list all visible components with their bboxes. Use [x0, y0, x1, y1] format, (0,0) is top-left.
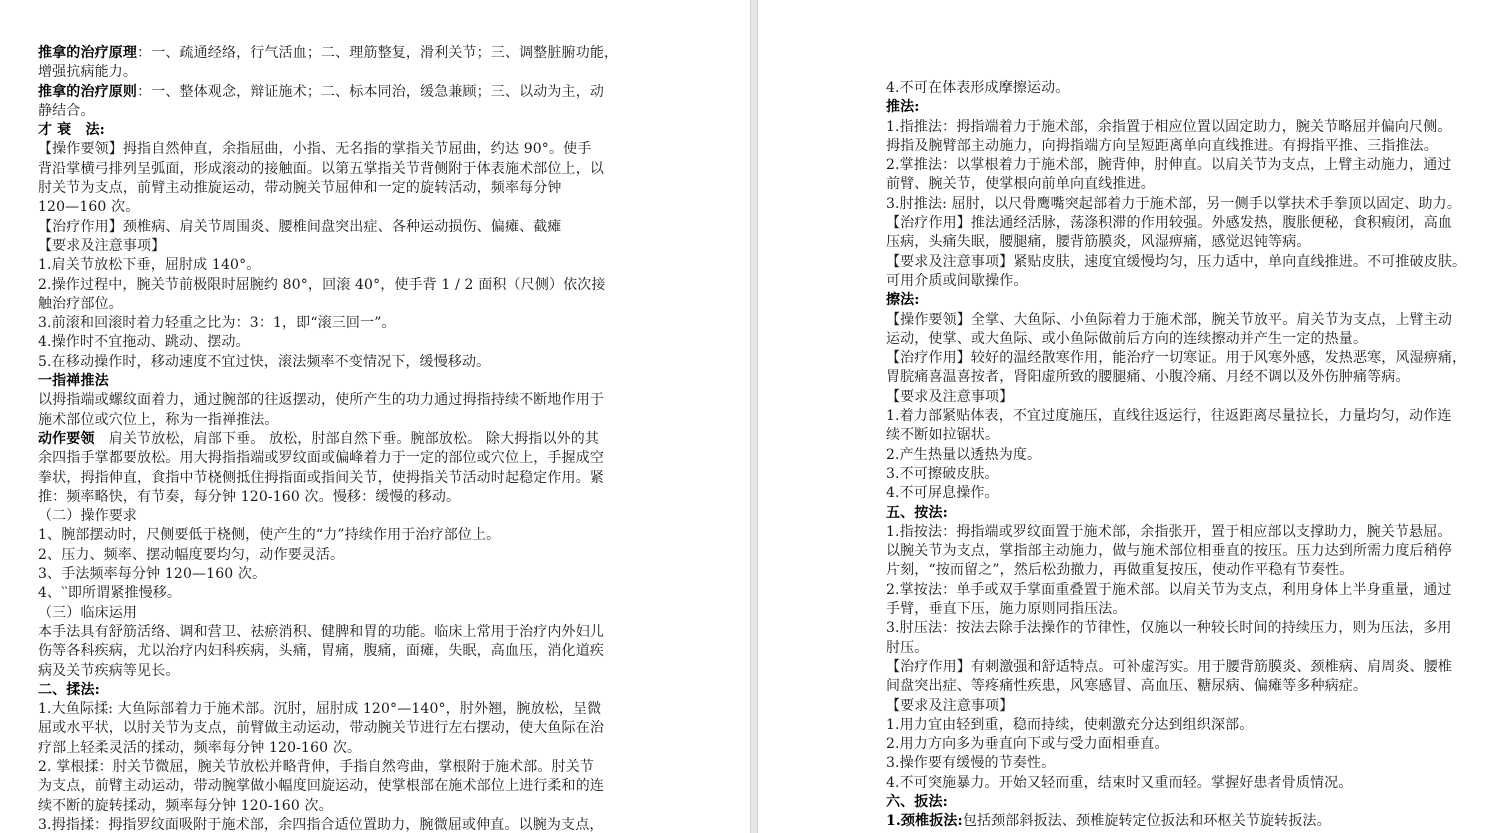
text-line [38, 526, 730, 545]
text-line [886, 581, 1484, 600]
line-text: 包括颈部斜扳法、颈椎旋转定位扳法和环枢关节旋转扳法。 [962, 813, 1331, 830]
line-text: 余四指手掌都要放松。用大拇指指端或罗纹面或偏峰着力于一定的部位或穴位上，手握成空 [38, 450, 604, 467]
line-text: 1、腕部摆动时，尺侧要低于桡侧，使产生的“力”持续作用于治疗部位上。 [38, 527, 501, 544]
text-line [886, 504, 1484, 523]
line-text: 伤等各科疾病，尤以治疗内妇科疾病，头痛，胃痛，腹痛，面瘫，失眠，高血压，消化道疾 [38, 643, 604, 660]
line-text: 4.不可在体表形成摩擦运动。 [886, 80, 1070, 96]
text-line [886, 118, 1484, 137]
line-text: 屈或水平状，以肘关节为支点，前臂做主动运动，带动腕关节进行左右摆动，使大鱼际在治 [38, 720, 604, 737]
line-text: 【治疗作用】推法通经活脉，荡涤积滞的作用较强。外感发热，腹胀便秘，食积瘕闭，高血 [886, 215, 1452, 232]
page-right [758, 0, 1504, 833]
bold-heading: 动作要领 [38, 430, 95, 447]
text-line [38, 507, 730, 526]
text-line [886, 716, 1484, 735]
text-line [38, 179, 730, 198]
text-line [38, 546, 730, 565]
line-text: 3.拇指揉：拇指罗纹面吸附于施术部，余四指合适位置助力，腕微屈或伸直。以腕为支点， [38, 816, 604, 833]
line-text: 3.肘推法: 屈肘，以尺骨鹰嘴突起部着力于施术部，另一侧手以掌扶术手拳顶以固定、助力。 [886, 195, 1461, 212]
text-line [38, 584, 730, 603]
line-text: （二）操作要求 [38, 508, 138, 525]
text-line [38, 739, 730, 758]
line-text: 手臂，垂直下压，施力原则同指压法。 [886, 601, 1127, 618]
bold-heading: 二、揉法: [38, 681, 100, 698]
text-line [886, 484, 1484, 503]
line-text: 触治疗部位。 [38, 295, 123, 312]
line-text: 1.用力宜由轻到重，稳而持续，使刺激充分达到组织深部。 [886, 716, 1254, 733]
text-line [38, 604, 730, 623]
bold-heading: 五、按法: [886, 504, 948, 521]
text-line [886, 311, 1484, 330]
line-text: 2.掌推法：以掌根着力于施术部，腕背伸，肘伸直。以肩关节为支点，上臂主动施力，通过 [886, 157, 1452, 174]
line-text: 【操作要领】全掌、大鱼际、小鱼际着力于施术部，腕关节放平。肩关节为支点，上臂主动 [886, 311, 1452, 328]
text-line [38, 642, 730, 661]
line-text: 5.在移动操作时，移动速度不宜过快，滚法频率不变情况下，缓慢移动。 [38, 353, 491, 370]
text-line [886, 658, 1484, 677]
line-text: 2.产生热量以透热为度。 [886, 446, 1042, 463]
line-text: 120—160 次。 [38, 199, 140, 216]
line-text: 运动，使掌、或大鱼际、或小鱼际做前后方向的连续擦动并产生一定的热量。 [886, 330, 1368, 347]
line-text: 4、‵‵即所谓紧推慢移。 [38, 585, 182, 602]
text-line [886, 735, 1484, 754]
text-line [886, 542, 1484, 561]
text-line [38, 777, 730, 796]
line-text: 2.操作过程中，腕关节前极限时屈腕约 80°，回滚 40°，使手背 1 / 2 面积（尺侧）依次接 [38, 276, 606, 293]
line-text: 片刻，“按而留之”，然后松劲撤力，再做重复按压，使动作平稳有节奏性。 [886, 562, 1354, 579]
bold-heading: 1.颈椎扳法: [886, 813, 963, 830]
line-text: 静结合。 [38, 102, 95, 119]
line-text: 4.操作时不宜拖动、跳动、摆动。 [38, 334, 250, 351]
text-line [38, 140, 730, 159]
text-line [38, 719, 730, 738]
text-line [886, 793, 1484, 812]
line-text: 续不断如拉锯状。 [886, 427, 1000, 444]
line-text: 1.着力部紧贴体表，不宜过度施压，直线往返运行，往返距离尽量拉长，力量均匀，动作连 [886, 408, 1452, 425]
line-text: 推：频率略快，有节奏，每分钟 120-160 次。慢移：缓慢的移动。 [38, 488, 461, 505]
line-text: 3.肘压法：按法去除手法操作的节律性，仅施以一种较长时间的持续压力，则为压法，多用 [886, 620, 1452, 637]
text-line [886, 195, 1484, 214]
text-line [38, 430, 730, 449]
line-text: 施术部位或穴位上，称为一指禅推法。 [38, 411, 279, 428]
text-line [886, 214, 1484, 233]
text-line [38, 295, 730, 314]
line-text: 2. 掌根揉：肘关节微屈，腕关节放松并略背伸，手指自然弯曲，掌根附于施术部。肘关节 [38, 758, 594, 775]
line-text: ：一、整体观念，辩证施术；二、标本同治，缓急兼顾；三、以动为主，动 [137, 83, 605, 100]
text-line [38, 63, 730, 82]
text-line [886, 754, 1484, 773]
bold-heading: 推拿的治疗原理 [38, 45, 138, 61]
line-text: 续不断的旋转揉动，频率每分钟 120-160 次。 [38, 797, 333, 814]
text-line [886, 407, 1484, 426]
text-line [886, 291, 1484, 310]
text-line [886, 465, 1484, 484]
text-line [886, 368, 1484, 387]
bold-heading: 推法: [886, 99, 920, 116]
line-text: 1.指推法：拇指端着力于施术部，余指置于相应位置以固定助力，腕关节略屈并偏向尺侧。 [886, 118, 1452, 135]
line-text: 3.不可擦破皮肤。 [886, 465, 999, 482]
text-line [886, 253, 1484, 272]
text-line [886, 639, 1484, 658]
line-text: 本手法具有舒筋活络、调和营卫、祛瘀消积、健脾和胃的功能。临床上常用于治疗内外妇儿 [38, 623, 604, 640]
text-line [886, 677, 1484, 696]
text-line [38, 758, 730, 777]
line-text: 1.指按法：拇指端或罗纹面置于施术部，余指张开，置于相应部以支撑助力，腕关节悬屈。 [886, 523, 1452, 540]
line-text: 肘关节为支点，前臂主动推旋运动，带动腕关节屈伸和一定的旋转活动，频率每分钟 [38, 180, 562, 197]
bold-heading: 推拿的治疗原则 [38, 83, 138, 100]
line-text: 【治疗作用】颈椎病、肩关节周围炎、腰椎间盘突出症、各种运动损伤、偏瘫、截瘫 [38, 218, 562, 235]
text-line [38, 391, 730, 410]
text-line [886, 233, 1484, 252]
text-line [886, 272, 1484, 291]
bold-heading: 才 衰 法: [38, 122, 105, 139]
text-line [38, 160, 730, 179]
line-text: 肘压。 [886, 639, 929, 656]
line-text: 以拇指端或螺纹面着力，通过腕部的往返摆动，使所产生的功力通过拇指持续不断地作用于 [38, 392, 604, 409]
line-text: 可用介质或间歇操作。 [886, 272, 1028, 289]
line-text: 1.大鱼际揉: 大鱼际部着力于施术部。沉肘，屈肘成 120°—140°，肘外翘，腕放松，呈微 [38, 701, 602, 718]
line-text: 2、压力、频率、摆动幅度要均匀，动作要灵活。 [38, 546, 345, 563]
line-text: 拳状，拇指伸直，食指中节桡侧抵住拇指面或指间关节，使拇指关节活动时起稳定作用。紧 [38, 469, 604, 486]
line-text: 间盘突出症、等疼痛性疾患，风寒感冒、高血压、糖尿病、偏瘫等多种病症。 [886, 678, 1368, 695]
line-text: 为支点，前臂主动运动，带动腕掌做小幅度回旋运动，使掌根部在施术部位上进行柔和的连 [38, 778, 604, 795]
bold-heading: 六、扳法: [886, 793, 948, 810]
line-text: 4.不可突施暴力。开始又轻而重，结束时又重而轻。掌握好患者骨质情况。 [886, 774, 1353, 791]
text-line [886, 619, 1484, 638]
line-text: 1.肩关节放松下垂，屈肘成 140°。 [38, 257, 261, 274]
page-gutter [750, 0, 758, 833]
text-line [886, 175, 1484, 194]
text-line [38, 372, 730, 391]
line-text: 胃脘痛喜温喜按者，肾阳虚所致的腰腿痛、小腹冷痛、月经不调以及外伤肿痛等病。 [886, 369, 1410, 386]
text-line [886, 388, 1484, 407]
bold-heading: 一指禅推法 [38, 373, 109, 390]
text-line [38, 411, 730, 430]
line-text: 压病，头痛失眠，腰腿痛，腰背筋膜炎，风湿痹痛，感觉迟钝等病。 [886, 234, 1311, 251]
text-line [38, 488, 730, 507]
text-line [38, 314, 730, 333]
line-text: 病及关节疾病等见长。 [38, 662, 180, 679]
text-line [886, 349, 1484, 368]
text-line [38, 237, 730, 256]
line-text: 【治疗作用】有刺激强和舒适特点。可补虚泻实。用于腰背筋膜炎、颈椎病、肩周炎、腰椎 [886, 658, 1452, 675]
line-text: 拇指及腕臂部主动施力，向拇指端方向呈短距离单向直线推进。有拇指平推、三指推法。 [886, 137, 1438, 154]
text-line [886, 137, 1484, 156]
line-text: 4.不可屏息操作。 [886, 485, 999, 502]
line-text: 前臂、腕关节，使掌根向前单向直线推进。 [886, 176, 1155, 193]
text-line [38, 662, 730, 681]
line-text: 3.前滚和回滚时着力轻重之比为：3：1，即“滚三回一”。 [38, 315, 396, 332]
text-line [38, 276, 730, 295]
text-line [38, 353, 730, 372]
line-text: 2.用力方向多为垂直向下或与受力面相垂直。 [886, 736, 1169, 753]
line-text: 肩关节放松，肩部下垂。 放松，肘部自然下垂。腕部放松。 除大拇指以外的其 [94, 430, 600, 447]
text-line [886, 426, 1484, 445]
line-text: 以腕关节为支点，掌指部主动施力，做与施术部位相垂直的按压。压力达到所需力度后稍停 [886, 543, 1452, 560]
text-line [886, 98, 1484, 117]
line-text: 增强抗病能力。 [38, 64, 138, 81]
text-line [38, 797, 730, 816]
text-line [886, 697, 1484, 716]
line-text: 3.操作要有缓慢的节奏性。 [886, 755, 1056, 772]
text-line [38, 121, 730, 140]
text-line [886, 523, 1484, 542]
line-text: 背沿掌横弓排列呈弧面，形成滚动的接触面。以第五掌指关节背侧附于体表施术部位上，以 [38, 160, 604, 177]
text-line [38, 218, 730, 237]
text-line [886, 561, 1484, 580]
text-line [886, 812, 1484, 831]
line-text: ：一、疏通经络，行气活血；二、理筋整复，滑利关节；三、调整脏腑功能， [137, 45, 619, 61]
text-line [886, 156, 1484, 175]
line-text: 【操作要领】拇指自然伸直，余指屈曲，小指、无名指的掌指关节屈曲，约达 90°。使手 [38, 141, 592, 158]
line-text: 【要求及注意事项】 [886, 388, 1014, 405]
text-line [886, 79, 1484, 98]
line-text: 【治疗作用】较好的温经散寒作用，能治疗一切寒证。用于风寒外感，发热恶寒，风湿痹痛， [886, 350, 1467, 367]
line-text: 【要求及注意事项】紧贴皮肤，速度宜缓慢均匀，压力适中，单向直线推进。不可推破皮肤。 [886, 253, 1467, 270]
text-line [38, 83, 730, 102]
line-text: 疗部上轻柔灵活的揉动，频率每分钟 120-160 次。 [38, 739, 362, 756]
text-line [886, 330, 1484, 349]
line-text: 2.掌按法：单手或双手掌面重叠置于施术部。以肩关节为支点，利用身体上半身重量，通过 [886, 581, 1452, 598]
text-line [886, 774, 1484, 793]
text-line [38, 623, 730, 642]
text-line [38, 469, 730, 488]
line-text: 3、手法频率每分钟 120—160 次。 [38, 566, 267, 583]
line-text: 【要求及注意事项】 [886, 697, 1014, 714]
text-line [38, 816, 730, 833]
text-line [886, 600, 1484, 619]
line-text: （三）临床运用 [38, 604, 138, 621]
text-line [886, 446, 1484, 465]
text-line [38, 700, 730, 719]
text-line [38, 102, 730, 121]
bold-heading: 擦法: [886, 292, 920, 309]
text-line [38, 565, 730, 584]
text-line [38, 44, 730, 63]
line-text: 【要求及注意事项】 [38, 237, 166, 254]
text-line [38, 681, 730, 700]
page-left [0, 0, 750, 833]
text-line [38, 333, 730, 352]
text-line [38, 198, 730, 217]
text-line [38, 256, 730, 275]
text-line [38, 449, 730, 468]
